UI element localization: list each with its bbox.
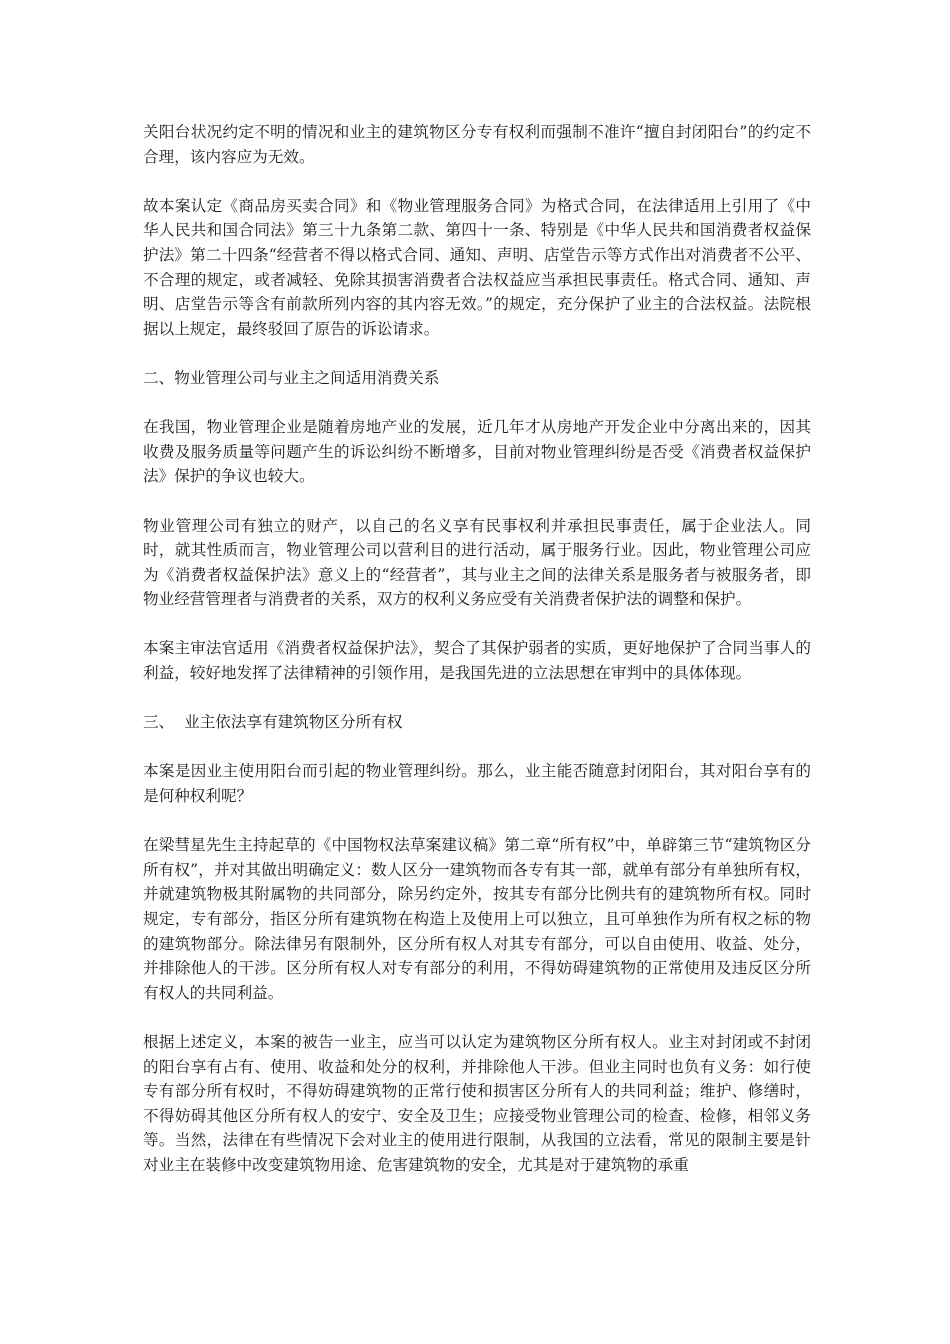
paragraph-balcony-question: 本案是因业主使用阳台而引起的物业管理纠纷。那么，业主能否随意封闭阳台，其对阳台享有的是何种权利呢？	[143, 762, 811, 806]
paragraph-management-company-as-operator: 物业管理公司有独立的财产，以自己的名义享有民事权利并承担民事责任，属于企业法人。同时，就其性质而言，物业管理公司以营利目的进行活动，属于服务行业。因此，物业管理公司应为《消费者权益保护法》意义上的“经营者”，其与业主之间的法律关系是服务者与被服务者，即物业经营管理者与消费者的关系，双方的权利义务应受有关消费者保护法的调整和保护。	[143, 516, 811, 609]
paragraph-draft-property-law-definition: 在梁彗星先生主持起草的《中国物权法草案建议稿》第二章“所有权”中，单辟第三节“建筑物区分所有权”，并对其做出明确定义：数人区分一建筑物而各专有其一部，就单有部分有单独所有权，并就建筑物极其附属物的共同部分，除另约定外，按其专有部分比例共有的建筑物所有权。同时规定，专有部分，指区分所有建筑物在构造上及使用上可以独立，且可单独作为所有权之标的物的建筑物部分。除法律另有限制外，区分所有权人对其专有部分，可以自由使用、收益、处分，并排除他人的干涉。区分所有权人对专有部分的利用，不得妨碍建筑物的正常使用及违反区分所有权人的共同利益。	[143, 836, 811, 1002]
paragraph-owner-rights-and-duties: 根据上述定义，本案的被告一业主，应当可以认定为建筑物区分所有权人。业主对封闭或不封闭的阳台享有占有、使用、收益和处分的权利，并排除他人干涉。但业主同时也负有义务：如行使专有部分所有权时，不得妨碍建筑物的正常行使和损害区分所有人的共同利益；维护、修缮时，不得妨碍其他区分所有权人的安宁、安全及卫生；应接受物业管理公司的检查、检修，相邻义务等。当然，法律在有些情况下会对业主的使用进行限制，从我国的立法看，常见的限制主要是针对业主在装修中改变建筑物用途、危害建筑物的安全，尤其是对于建筑物的承重	[143, 1032, 811, 1174]
paragraph-property-management-background: 在我国，物业管理企业是随着房地产业的发展，近几年才从房地产开发企业中分离出来的，因其收费及服务质量等问题产生的诉讼纠纷不断增多，目前对物业管理纠纷是否受《消费者权益保护法》保护的争议也较大。	[143, 418, 811, 486]
section-heading-consumer-relationship: 二、物业管理公司与业主之间适用消费关系	[143, 368, 440, 387]
section-heading-building-ownership: 三、 业主依法享有建筑物区分所有权	[143, 713, 403, 732]
document-body	[143, 120, 811, 1202]
paragraph-judge-application: 本案主审法官适用《消费者权益保护法》，契合了其保护弱者的实质，更好地保护了合同当事人的利益，较好地发挥了法律精神的引领作用，是我国先进的立法思想在审判中的具体体现。	[143, 639, 811, 683]
paragraph-format-contract-ruling: 故本案认定《商品房买卖合同》和《物业管理服务合同》为格式合同，在法律适用上引用了《中华人民共和国合同法》第三十九条第二款、第四十一条、特别是《中华人民共和国消费者权益保护法》第二十四条“经营者不得以格式合同、通知、声明、店堂告示等方式作出对消费者不公平、不合理的规定，或者减轻、免除其损害消费者合法权益应当承担民事责任。格式合同、通知、声明、店堂告示等含有前款所列内容的其内容无效。”的规定，充分保护了业主的合法权益。法院根据以上规定，最终驳回了原告的诉讼请求。	[143, 196, 811, 338]
paragraph-balcony-agreement-invalid: 关阳台状况约定不明的情况和业主的建筑物区分专有权利而强制不准许“擅自封闭阳台”的约定不合理，该内容应为无效。	[143, 123, 811, 166]
